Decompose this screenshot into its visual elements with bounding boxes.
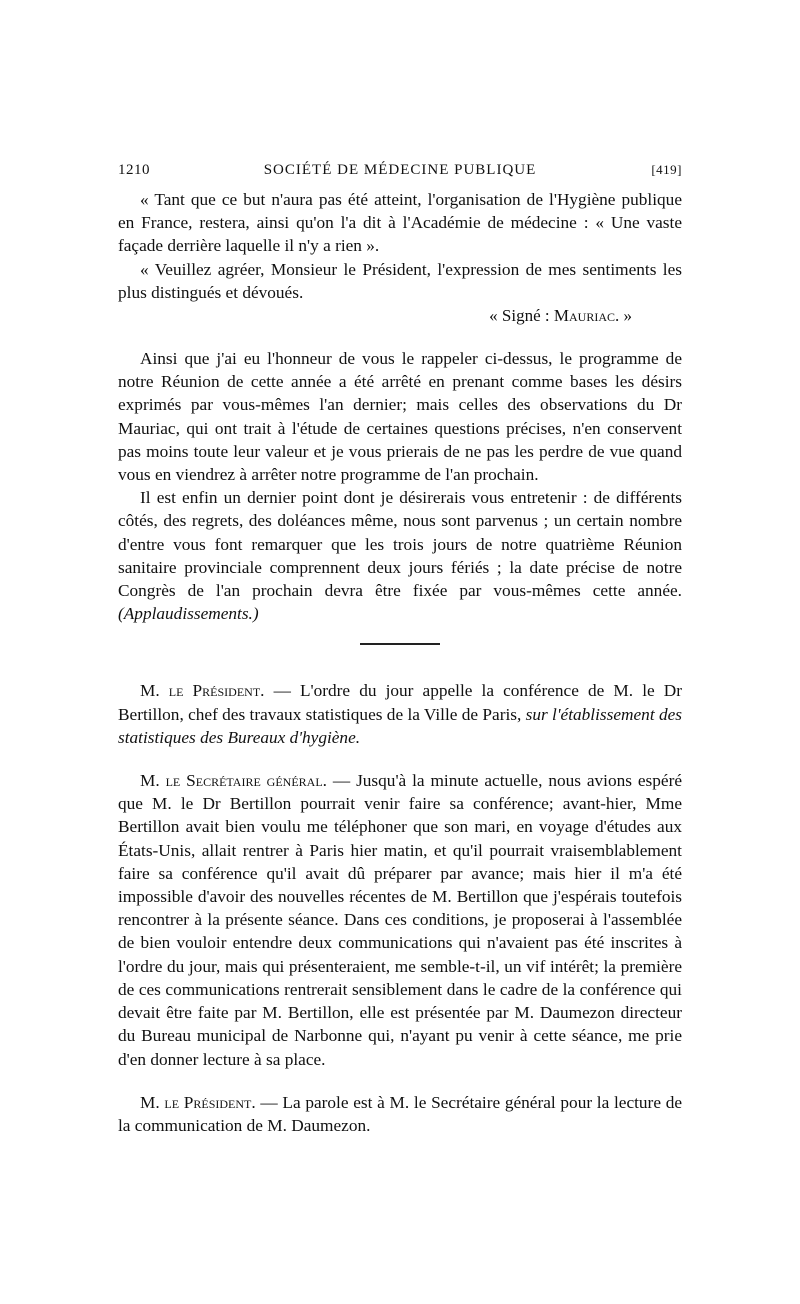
signature-suffix: »	[619, 306, 632, 326]
president-remark-1	[118, 679, 682, 749]
body-paragraph-1: Ainsi que j'ai eu l'honneur de vous le rappeler ci-dessus, le programme de notre Réunion de cette année a été arrêté en prenant comme bases les désirs exprimés par vous-mêmes l'an dernier; mais celles des observations du Dr Mauriac, qui ont trait à l'étude de certaines questions précises, n'en conservent pas moins toute leur valeur et je vous prierais de ne pas les perdre de vue quand vous en viendrez à arrêter notre programme de l'an prochain.	[118, 349, 682, 485]
speaker-label: M. le Président.	[140, 1092, 256, 1112]
speaker-label: M. le Président.	[140, 681, 265, 701]
remark-text: — La parole est à M. le Secrétaire général pour la lecture de la communication de M. Daumezon.	[118, 1092, 683, 1135]
running-title: SOCIÉTÉ DE MÉDECINE PUBLIQUE	[263, 162, 537, 178]
letter-paragraph-1: « Tant que ce but n'aura pas été atteint, l'organisation de l'Hygiène publique en France, restera, ainsi qu'on l'a dit à l'Académie de médecine : « Une vaste façade derrière laquelle il n'y a rien ».	[118, 190, 682, 256]
letter-paragraph-2: « Veuillez agréer, Monsieur le Président, l'expression de mes sentiments les plus distingués et dévoués.	[118, 259, 682, 302]
signature-prefix: « Signé :	[489, 306, 554, 326]
president-remark-2	[118, 1091, 682, 1137]
document-page	[118, 158, 682, 1137]
signature-name: Mauriac.	[553, 306, 620, 326]
remark-text: — L'ordre du jour appelle la conférence de M. le Dr Bertillon, chef des travaux statistiques de la Ville de Paris,	[118, 681, 682, 724]
remark-text: — Jusqu'à la minute actuelle, nous avions espéré que M. le Dr Bertillon pourrait venir faire sa conférence; avant-hier, Mme Bertillon avait bien voulu me téléphoner que son mari, en voyage d'études aux États-Unis, allait rentrer à Paris hier matin, et qu'il pourrait vraisemblablement faire sa conférence qu'il avait dû préparer par avance; mais hier il m'a été impossible d'avoir des nouvelles récentes de M. Bertillon que j'espérais toutefois rencontrer à la présente séance. Dans ces conditions, je proposerai à l'assemblée de bien vouloir entendre deux communications qui n'avaient pas été inscrites à l'ordre du jour, mais qui présenteraient, me semble-t-il, un vif intérêt; la première de ces communications rentrerait sensiblement dans le cadre de la conférence qui devait être faite par M. Bertillon, elle est présentée par M. Daumezon directeur du Bureau municipal de Narbonne qui, n'ayant pu venir à cette séance, me prie d'en donner lecture à sa place.	[118, 771, 683, 1069]
letter-signature	[118, 304, 682, 327]
conference-topic: sur l'établissement des statistiques des Bureaux d'hygiène.	[118, 704, 682, 747]
bracket-reference: [419]	[651, 162, 682, 177]
speaker-label: M. le Secrétaire général.	[140, 771, 327, 791]
secretary-remark	[118, 769, 682, 1071]
running-header	[118, 158, 682, 188]
body-paragraph-2	[118, 486, 682, 625]
page-number: 1210	[118, 162, 150, 178]
applause-note: (Applaudissements.)	[118, 604, 259, 624]
body-paragraph-2-text: Il est enfin un dernier point dont je désirerais vous entretenir : de différents côtés, des regrets, des doléances même, nous sont parvenus ; un certain nombre d'entre vous font remarquer que les trois jours de notre quatrième Réunion sanitaire provinciale comprennent deux jours fériés ; la date précise de notre Congrès de l'an prochain devra être fixée par vous-mêmes cette année.	[118, 488, 682, 601]
